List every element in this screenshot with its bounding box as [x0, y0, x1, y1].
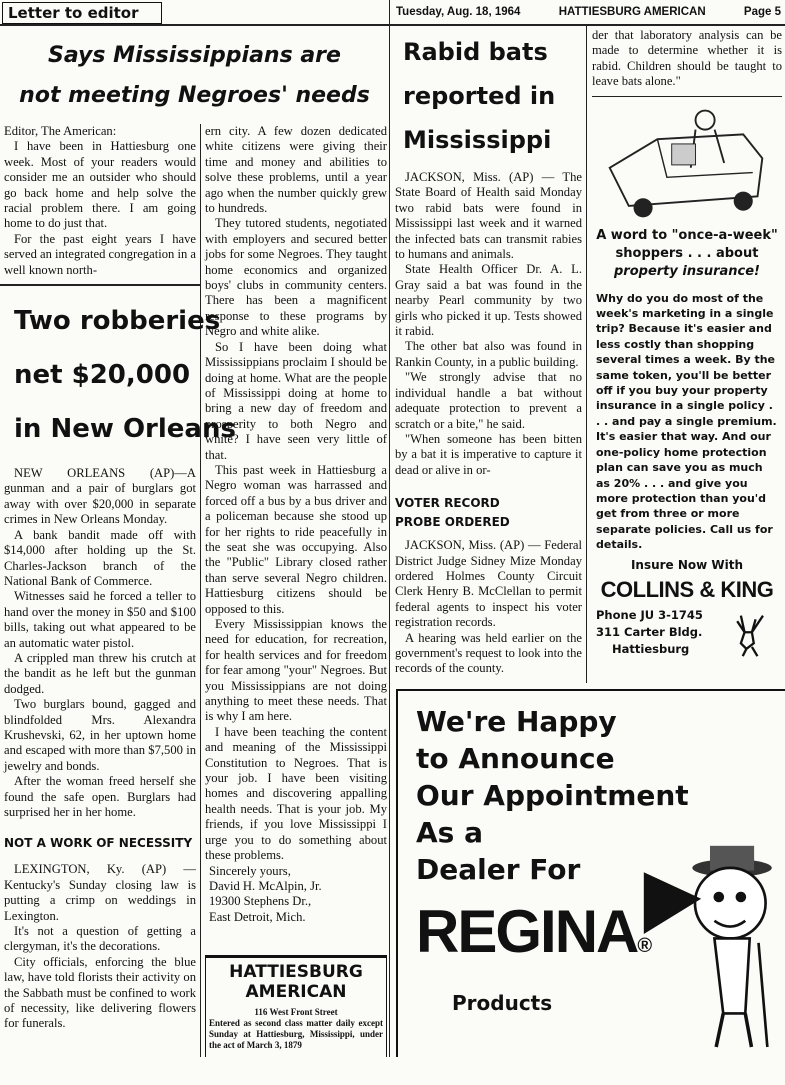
column-1 [0, 124, 236, 1057]
headline-line: Mississippi [403, 126, 552, 154]
signoff-line: David H. McAlpin, Jr. [209, 878, 322, 893]
subhead: NOT A WORK OF NECESSITY [4, 836, 193, 851]
paragraph: Every Mississippian knows the need for education, for recreation, for health services and for freedom for fear among "your" Negroes. But you Mississippians are not doing anything to meet these needs. That is why I am here. [205, 617, 387, 724]
paragraph: I have been teaching the content and meaning of the Mississippi Constitution to Negroes. That is your job. I have been visiting homes and discovering appalling health needs. That is your job. My friends, if you love Mississippi I urge you to do something about these problems. [205, 724, 387, 863]
letter-col2 [205, 124, 387, 925]
column-4 [587, 26, 785, 683]
page-number: Page 5 [743, 6, 781, 18]
masthead-name: AMERICAN [245, 981, 347, 1002]
robberies-headline [4, 286, 236, 466]
ad-cta: Insure Now With [630, 557, 744, 572]
paragraph: Witnesses said he forced a teller to hand over the money in $50 and $100 bills, taking out what appeared to be an automatic water pistol. [4, 589, 196, 650]
ad-headline: As a [416, 815, 483, 849]
signoff-line: Sincerely yours, [209, 863, 291, 878]
masthead-notice: Entered as second class matter daily except Sunday at Hattiesburg, Mississippi, under the act of March 3, 1879 [209, 1017, 383, 1050]
brand-name: REGINA [416, 897, 638, 965]
ad-headline: A word to "once-a-week" [596, 227, 778, 243]
paragraph: JACKSON, Miss. (AP) — The State Board of Health said Monday two rabid bats were found in Mississippi last week and it warned the infected bats can transmit rabies to humans and animals. [395, 170, 582, 262]
paragraph: "When someone has been bitten by a bat it is imperative to capture it dead or alive in or- [395, 431, 582, 477]
headline-line: Rabid bats [403, 38, 548, 66]
right-half [390, 0, 785, 1057]
paragraph: City officials, enforcing the blue law, have told florists their activity on the Sabbath must be confined to work of necessity, like delivering flowers for funerals. [4, 954, 196, 1031]
headline-line: net $20,000 [14, 360, 191, 391]
paragraph: LEXINGTON, Ky. (AP) — Kentucky's Sunday closing law is putting a crimp on weddings in Lexington. [4, 862, 196, 923]
paper-name: HATTIESBURG AMERICAN [558, 6, 706, 18]
paragraph: They tutored students, negotiated with employers and secured better jobs for some Negroes. They taught home economics and organized boys' clubs in community centers. There has been a magnificent response to these programs by Negro and white alike. [205, 216, 387, 339]
masthead-box [205, 955, 387, 1057]
ad-city: Hattiesburg [612, 641, 690, 656]
paragraph: For the past eight years I have served an integrated congregation in a well known north- [4, 231, 196, 277]
paragraph: Two burglars bound, gagged and blindfolded Mrs. Alexandra Krushevski, 62, in her uptown home and escaped with more than $7,500 in jewelry and bonds. [4, 697, 196, 773]
paragraph: NEW ORLEANS (AP)—A gunman and a pair of burglars got away with over $20,000 in separate crimes in New Orleans Monday. [4, 466, 196, 527]
bats-headline [395, 26, 582, 170]
paragraph: So I have been doing what Mississippians proclaim I should be doing at home. What are the people of Mississippi doing at home to bring a new day of freedom and prosperity to both Negro and white? I have seen very little of that. [205, 339, 387, 462]
signoff-line: East Detroit, Mich. [209, 909, 306, 924]
insurance-ad [592, 96, 782, 664]
headline-line: not meeting Negroes' needs [19, 83, 370, 108]
dateline [390, 0, 785, 24]
subhead-line: VOTER RECORD [395, 496, 500, 511]
shopper-illustration-icon [596, 101, 776, 225]
letter-col1 [4, 124, 196, 278]
ad-phone: Phone JU 3-1745 [596, 607, 703, 622]
subhead-line: PROBE ORDERED [395, 515, 510, 530]
bats-continued [592, 26, 782, 90]
paragraph: JACKSON, Miss. (AP) — Federal District Judge Sidney Mize Monday ordered Holmes County Circuit Clerk Henry B. McClellan to permit federal agents to inspect his voter registration records. [395, 538, 582, 630]
signoff-line: 19300 Stephens Dr., [209, 894, 312, 909]
ad-body: Why do you do most of the week's marketing in a single trip? Because it's easier and less costly than shopping several times a week. By the same token, you'll be better off if you buy your property insurance in a single policy . . . and pay a single premium. It's easier that way. And our one-policy home protection plan can save you as much as 20% . . . and give you more protection than you'd get from three or more separate policies. Call us for details. [596, 291, 777, 552]
ad-headline: Dealer For [416, 852, 581, 886]
ad-headline: shoppers . . . about [615, 245, 759, 261]
registered-mark: ® [637, 934, 653, 957]
paragraph: It's not a question of getting a clergyman, it's the decorations. [4, 924, 196, 954]
regina-ad [396, 689, 785, 1057]
paragraph: Editor, The American: [4, 124, 117, 138]
paragraph: After the woman freed herself she found the safe open. Burglars had surprised her in her home. [4, 774, 196, 819]
ad-brand-logo: COLLINS & KING [600, 576, 774, 602]
robberies-story [4, 466, 196, 1032]
left-half [0, 0, 390, 1057]
headline-line: Two robberies [14, 306, 221, 337]
ad-headline: property insurance! [614, 263, 760, 279]
paragraph: "We strongly advise that no individual handle a bat without adequate protection to prevent a scratch or a bite," he said. [395, 370, 582, 431]
letter-headline [0, 26, 389, 124]
deer-logo-icon [728, 612, 774, 658]
date: Tuesday, Aug. 18, 1964 [396, 6, 521, 18]
paragraph: A hearing was held earlier on the government's request to look into the records of the county. [395, 630, 582, 676]
bats-story [395, 170, 582, 677]
paragraph: I have been in Hattiesburg one week. Most of your readers would consider me an outsider who should go back home and help solve the racial problem there. I am going home to do just that. [4, 139, 196, 231]
paragraph: State Health Officer Dr. A. L. Gray said a bat was found in the nearby Pearl community by two girls who picked it up. Tests showed it rabid. [395, 262, 582, 339]
ad-address: 311 Carter Bldg. [596, 624, 703, 639]
masthead-name: HATTIESBURG [229, 961, 363, 982]
column-3 [390, 26, 587, 683]
masthead-address: 116 West Front Street [254, 1006, 338, 1017]
ad-headline: to Announce [416, 741, 615, 775]
ad-headline: Our Appointment [416, 778, 689, 812]
headline-line: Says Mississippians are [48, 43, 341, 68]
paragraph: This past week in Hattiesburg a Negro woman was harrassed and forced off a bus by a bus driver and a policeman because she stood up for her rights to ride peacefully in the seat she was occupying. Also the "Public" Library closed rather than serve several Negro children. Hattiesburg citizens should be opposed to this. [205, 462, 387, 616]
ad-headline: We're Happy [416, 704, 617, 738]
column-2 [201, 124, 389, 1057]
section-label: Letter to editor [2, 2, 162, 24]
headline-line: reported in [403, 82, 556, 110]
paragraph: A bank bandit made off with $14,000 after holding up the St. Charles-Jackson branch of the National Bank of Commerce. [4, 527, 196, 588]
paragraph: der that laboratory analysis can be made to determine whether it is rabid. Children should be taught to leave bats alone." [592, 28, 782, 89]
paragraph: The other bat also was found in Rankin County, in a public building. [395, 339, 582, 369]
ad-products: Products [452, 990, 553, 1015]
voter-subhead [395, 494, 582, 532]
paragraph: A crippled man threw his crutch at the bandit as he left but the gunman dodged. [4, 650, 196, 696]
headline-line: in New Orleans [14, 414, 236, 445]
paragraph: ern city. A few dozen dedicated white citizens were giving their time and money and abilities to solve these problems, until a year ago when the number quickly grew to hundreds. [205, 124, 387, 216]
signoff [205, 864, 387, 926]
